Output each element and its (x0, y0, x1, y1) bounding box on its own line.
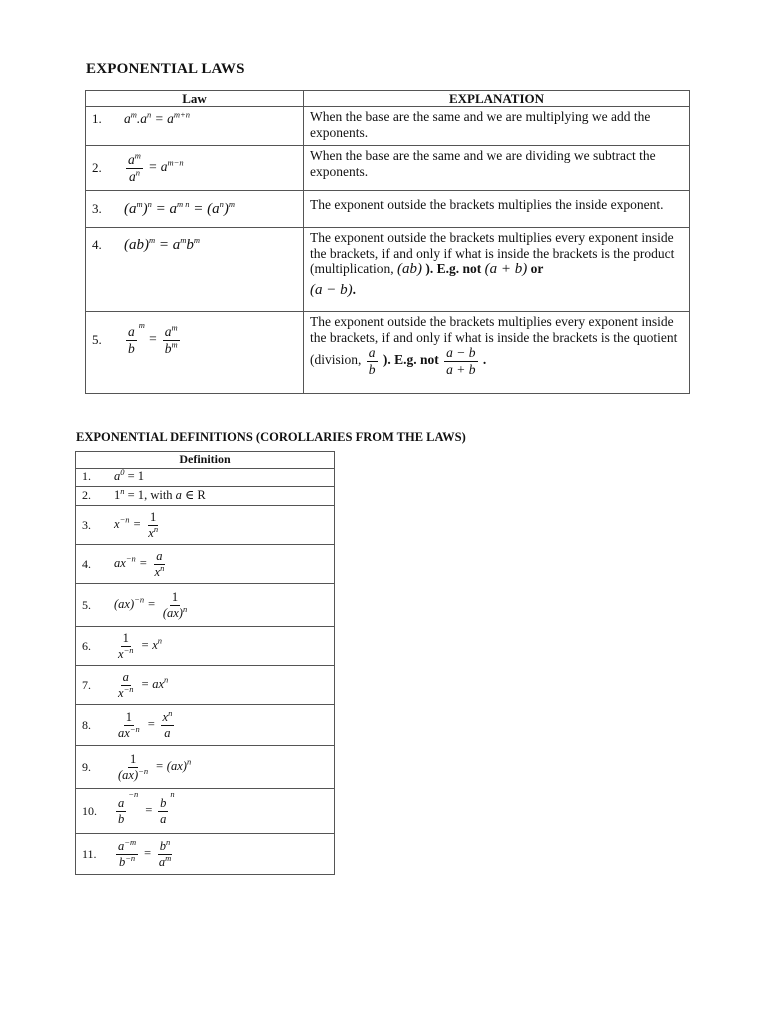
row-number: 1. (92, 111, 102, 126)
table-row (76, 487, 335, 506)
law-formula: $\frac{a^m}{a^n}$ = $a^{m-n}$ (128, 150, 184, 184)
table-row (76, 789, 335, 834)
row-number: 5. (92, 332, 102, 347)
row-number: 2. (82, 487, 91, 502)
definition-cell: 7. $\frac{a}{x^{-n}}$ = $ax^n$ (76, 666, 335, 705)
definition-cell: 5. (ax)$^{-n}$ = $\frac{1}{(ax)^n}$ (76, 584, 335, 627)
law-cell (86, 107, 304, 146)
row-number: 11. (82, 846, 97, 861)
law-formula: $(a^m)^n = a^{m n} = (a^n)^m$ (124, 198, 236, 217)
row-number: 3. (92, 201, 102, 216)
explanation-cell: When the base are the same and we are dividing we subtract the exponents. (304, 146, 690, 191)
law-cell (86, 191, 304, 228)
title-exponential-laws: EXPONENTIAL LAWS (86, 61, 245, 77)
inline-formula: $\frac{a - b}{a + b}$ (446, 345, 476, 377)
law-cell (86, 146, 304, 191)
definitions-table (75, 451, 335, 875)
table-row (76, 545, 335, 584)
definition-text: , with (144, 488, 173, 502)
eg-not-label: ). E.g. not (425, 261, 482, 276)
laws-table (85, 90, 690, 394)
row-number: 2. (92, 160, 102, 175)
definition-cell: 10. $\frac{a}{b}$ $^{-n}$ = $\frac{b}{a}$ $^n$ (76, 789, 335, 834)
row-number: 6. (82, 638, 91, 653)
table-row (86, 191, 690, 228)
row-number: 9. (82, 759, 91, 774)
definition-cell: 3. $x^{-n}$ = $\frac{1}{x^n}$ (76, 506, 335, 545)
table-row (76, 506, 335, 545)
definitions-table-header (76, 452, 335, 469)
definition-cell: 2. 1$^n$ = 1, with a ∈ R (76, 487, 335, 506)
explanation-cell: The exponent outside the brackets multiplies every exponent inside the brackets, if and only if what is inside the brackets is the product (multiplication, (ab) ). E.g. not (a + b) or (a − b). (304, 228, 690, 312)
row-number: 7. (82, 677, 91, 692)
law-formula: $(ab)^m = a^mb^m$ (124, 234, 201, 253)
inline-formula: (ab) (397, 261, 422, 277)
law-formula: $a^m.a^n = a^{m+n}$ (124, 109, 191, 126)
table-row (76, 705, 335, 746)
definition-column-header: Definition (76, 452, 335, 469)
definition-cell: 6. $\frac{1}{x^{-n}}$ = $x^n$ (76, 627, 335, 666)
explanation-cell: The exponent outside the brackets multiplies every exponent inside the brackets, if and only if what is inside the brackets is the quotient (division, $\frac{a}{b}$ ). E.g. not $\frac{a - b}{a + b}$ . (304, 312, 690, 394)
table-row (76, 834, 335, 875)
title-exponential-definitions: EXPONENTIAL DEFINITIONS (COROLLARIES FROM THE LAWS) (76, 430, 466, 444)
table-row (86, 228, 690, 312)
row-number: 4. (82, 556, 91, 571)
explanation-cell: The exponent outside the brackets multiplies the inside exponent. (304, 191, 690, 228)
table-row (86, 107, 690, 146)
explanation-cell: When the base are the same and we are multiplying we add the exponents. (304, 107, 690, 146)
definition-cell: 11. $\frac{a^{-m}}{b^{-n}}$ = $\frac{b^n}{a^m}$ (76, 834, 335, 875)
law-cell (86, 228, 304, 312)
row-number: 3. (82, 517, 91, 532)
definition-cell: 9. $\frac{1}{(ax)^{-n}}$ = (ax)$^n$ (76, 746, 335, 789)
table-row (86, 146, 690, 191)
row-number: 1. (82, 469, 91, 483)
definition-cell: 4. $ax^{-n}$ = $\frac{a}{x^n}$ (76, 545, 335, 584)
row-number: 8. (82, 717, 91, 732)
definition-cell: 1. $a^0 = 1$ (76, 469, 335, 487)
eg-not-label: ). E.g. not (382, 352, 439, 368)
table-row (86, 312, 690, 394)
table-row (76, 666, 335, 705)
table-row (76, 627, 335, 666)
inline-formula: (a − b) (310, 281, 353, 298)
law-formula: $\frac{a}{b}$ $^m$ = $\frac{a^m}{b^m}$ (128, 319, 178, 356)
row-number: 5. (82, 597, 91, 612)
explanation-text: The exponent outside the brackets multiplies every exponent inside the brackets, if and only if what is inside the brackets is the product (multiplication, (310, 230, 675, 276)
table-row (76, 584, 335, 627)
explanation-text: The exponent outside the brackets multiplies every exponent inside the brackets, if and only if what is inside the brackets is the quotient (division, (310, 314, 678, 368)
row-number: 10. (82, 803, 97, 818)
definition-cell: 8. $\frac{1}{ax^{-n}}$ = $\frac{x^n}{a}$ (76, 705, 335, 746)
laws-table-header (86, 91, 690, 107)
law-cell (86, 312, 304, 394)
or-label: or (530, 261, 544, 276)
table-row (76, 746, 335, 789)
inline-formula: (a + b) (484, 261, 528, 277)
table-row (76, 469, 335, 487)
law-column-header: Law (86, 91, 304, 107)
inline-formula: $\frac{a}{b}$ (368, 345, 376, 377)
row-number: 4. (92, 237, 102, 252)
explanation-column-header: EXPLANATION (304, 91, 690, 107)
